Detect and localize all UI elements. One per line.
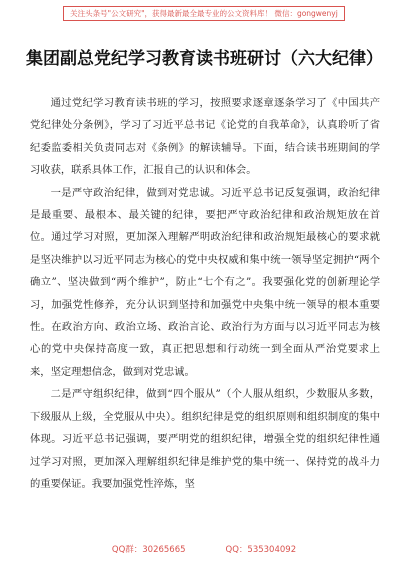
- paragraph-intro: 通过党纪学习教育读书班的学习，按照要求逐章逐条学习了《中国共产党纪律处分条例》，学习了习近平总书记《论党的自我革命》，认真聆听了省纪委监委相关负责同志对《条例》的解读辅导。下面，结合读书班期间的学习收获，联系具体工作，汇报自己的认识和体会。: [30, 97, 380, 177]
- document-body: [30, 92, 380, 495]
- footer: [0, 543, 408, 557]
- document-title: 集团副总党纪学习教育读书班研讨（六大纪律）: [26, 49, 383, 69]
- paragraph-political-discipline: 一是严守政治纪律，做到对党忠诚。习近平总书记反复强调，政治纪律是最重要、最根本、最关键的纪律，要把严守政治纪律和政治规矩放在首位。通过学习对照，更加深入理解严明政治纪律和政治规矩最核心的要求就是坚决维护以习近平同志为核心的党中央权威和集中统一领导坚定拥护“两个确立”、坚决做到“两个维护”，防止“七个有之”。我要强化党的创新理论学习，加强党性修养，充分认识到坚持和加强党中央集中统一领导的根本重要性。在政治方向、政治立场、政治言论、政治行为方面与以习近平同志为核心的党中央保持高度一致，真正把思想和行动统一到全面从严治党要求上来，坚定理想信念，做到对党忠诚。: [30, 186, 380, 378]
- header-bar: [0, 0, 408, 48]
- promo-banner: 关注头条号"公文研究"，获得最新最全最专业的公文资料库！ 微信：gongwenyj: [63, 6, 345, 21]
- qq-contact-text: QQ：535304092: [225, 545, 297, 555]
- qq-group-text: QQ群：30265665: [111, 545, 186, 555]
- paragraph-organizational-discipline: 二是严守组织纪律，做到“四个服从”（个人服从组织，少数服从多数，下级服从上级，全党服从中央）。组织纪律是党的组织原则和组织制度的集中体现。习近平总书记强调，要严明党的组织纪律，增强全党的组织纪律性通过学习对照，更加深入理解组织纪律是维护党的集中统一、保持党的战斗力的重要保证。我要加强党性淬炼，坚: [30, 388, 380, 490]
